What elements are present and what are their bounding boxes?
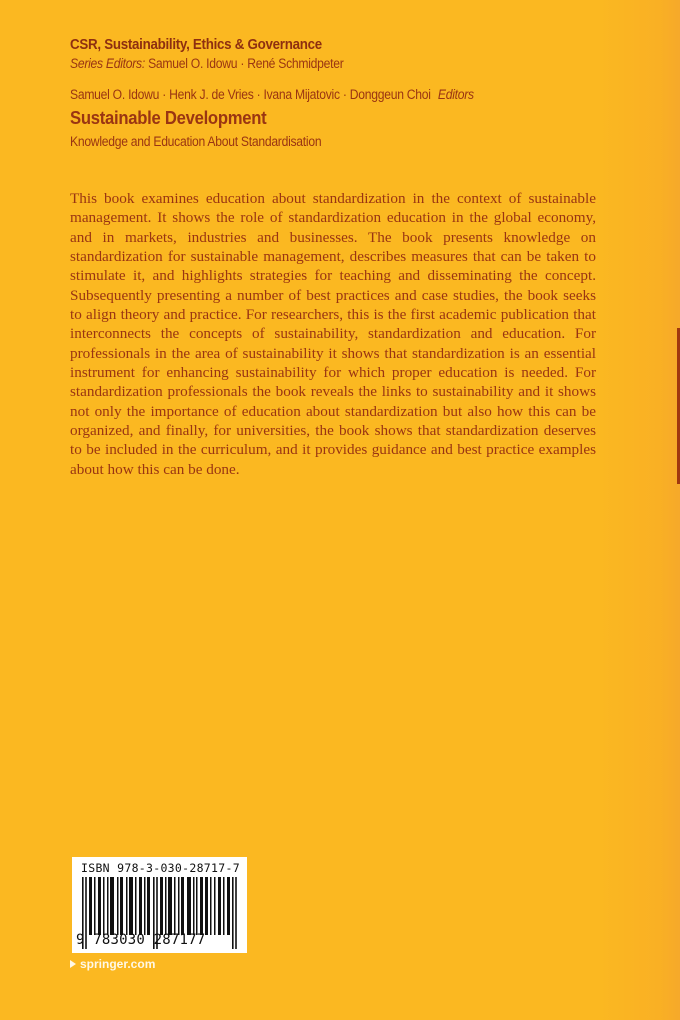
book-editors [70, 86, 474, 104]
book-title: Sustainable Development [70, 107, 267, 128]
book-blurb: This book examines education about standardization in the context of sustainable management. It shows the role of standardization education in the global economy, and in markets, industries and businesses. The book presents knowledge on standardization for sustainable management, describes measures that can be taken to stimulate it, and highlights strategies for teaching and disseminating the concept. Subsequently presenting a number of best practices and case studies, the book seeks to align theory and practice. For researchers, this is the first academic publication that interconnects the concepts of sustainability, standardization and education. For professionals in the area of sustainability it shows that standardization is an essential instrument for enhancing sustainability for which proper education is needed. For standardization professionals the book reveals the links to sustainability and it shows not only the importance of education about standardization but also how this can be organized, and finally, for universities, the book shows that standardization deserves to be included in the curriculum, and it provides guidance and best practice examples about how this can be done. [70, 190, 596, 478]
book-editors-role: Editors [437, 87, 474, 102]
book-subtitle: Knowledge and Education About Standardisation [70, 134, 322, 149]
series-editors-label: Series Editors: [70, 56, 145, 71]
triangle-right-icon [70, 960, 76, 968]
series-title: CSR, Sustainability, Ethics & Governance [70, 37, 322, 53]
barcode-digits: 9 783030 287177 [76, 932, 206, 948]
series-editors-names: Samuel O. Idowu · René Schmidpeter [148, 56, 344, 71]
springer-link-label: springer.com [80, 957, 156, 971]
springer-link[interactable] [70, 957, 155, 971]
book-editors-names: Samuel O. Idowu · Henk J. de Vries · Ivana Mijatovic · Donggeun Choi [70, 87, 431, 102]
series-editors [70, 55, 344, 73]
isbn-barcode [72, 857, 247, 953]
series-header [70, 36, 374, 73]
isbn-label: ISBN 978-3-030-28717-7 [81, 861, 240, 875]
